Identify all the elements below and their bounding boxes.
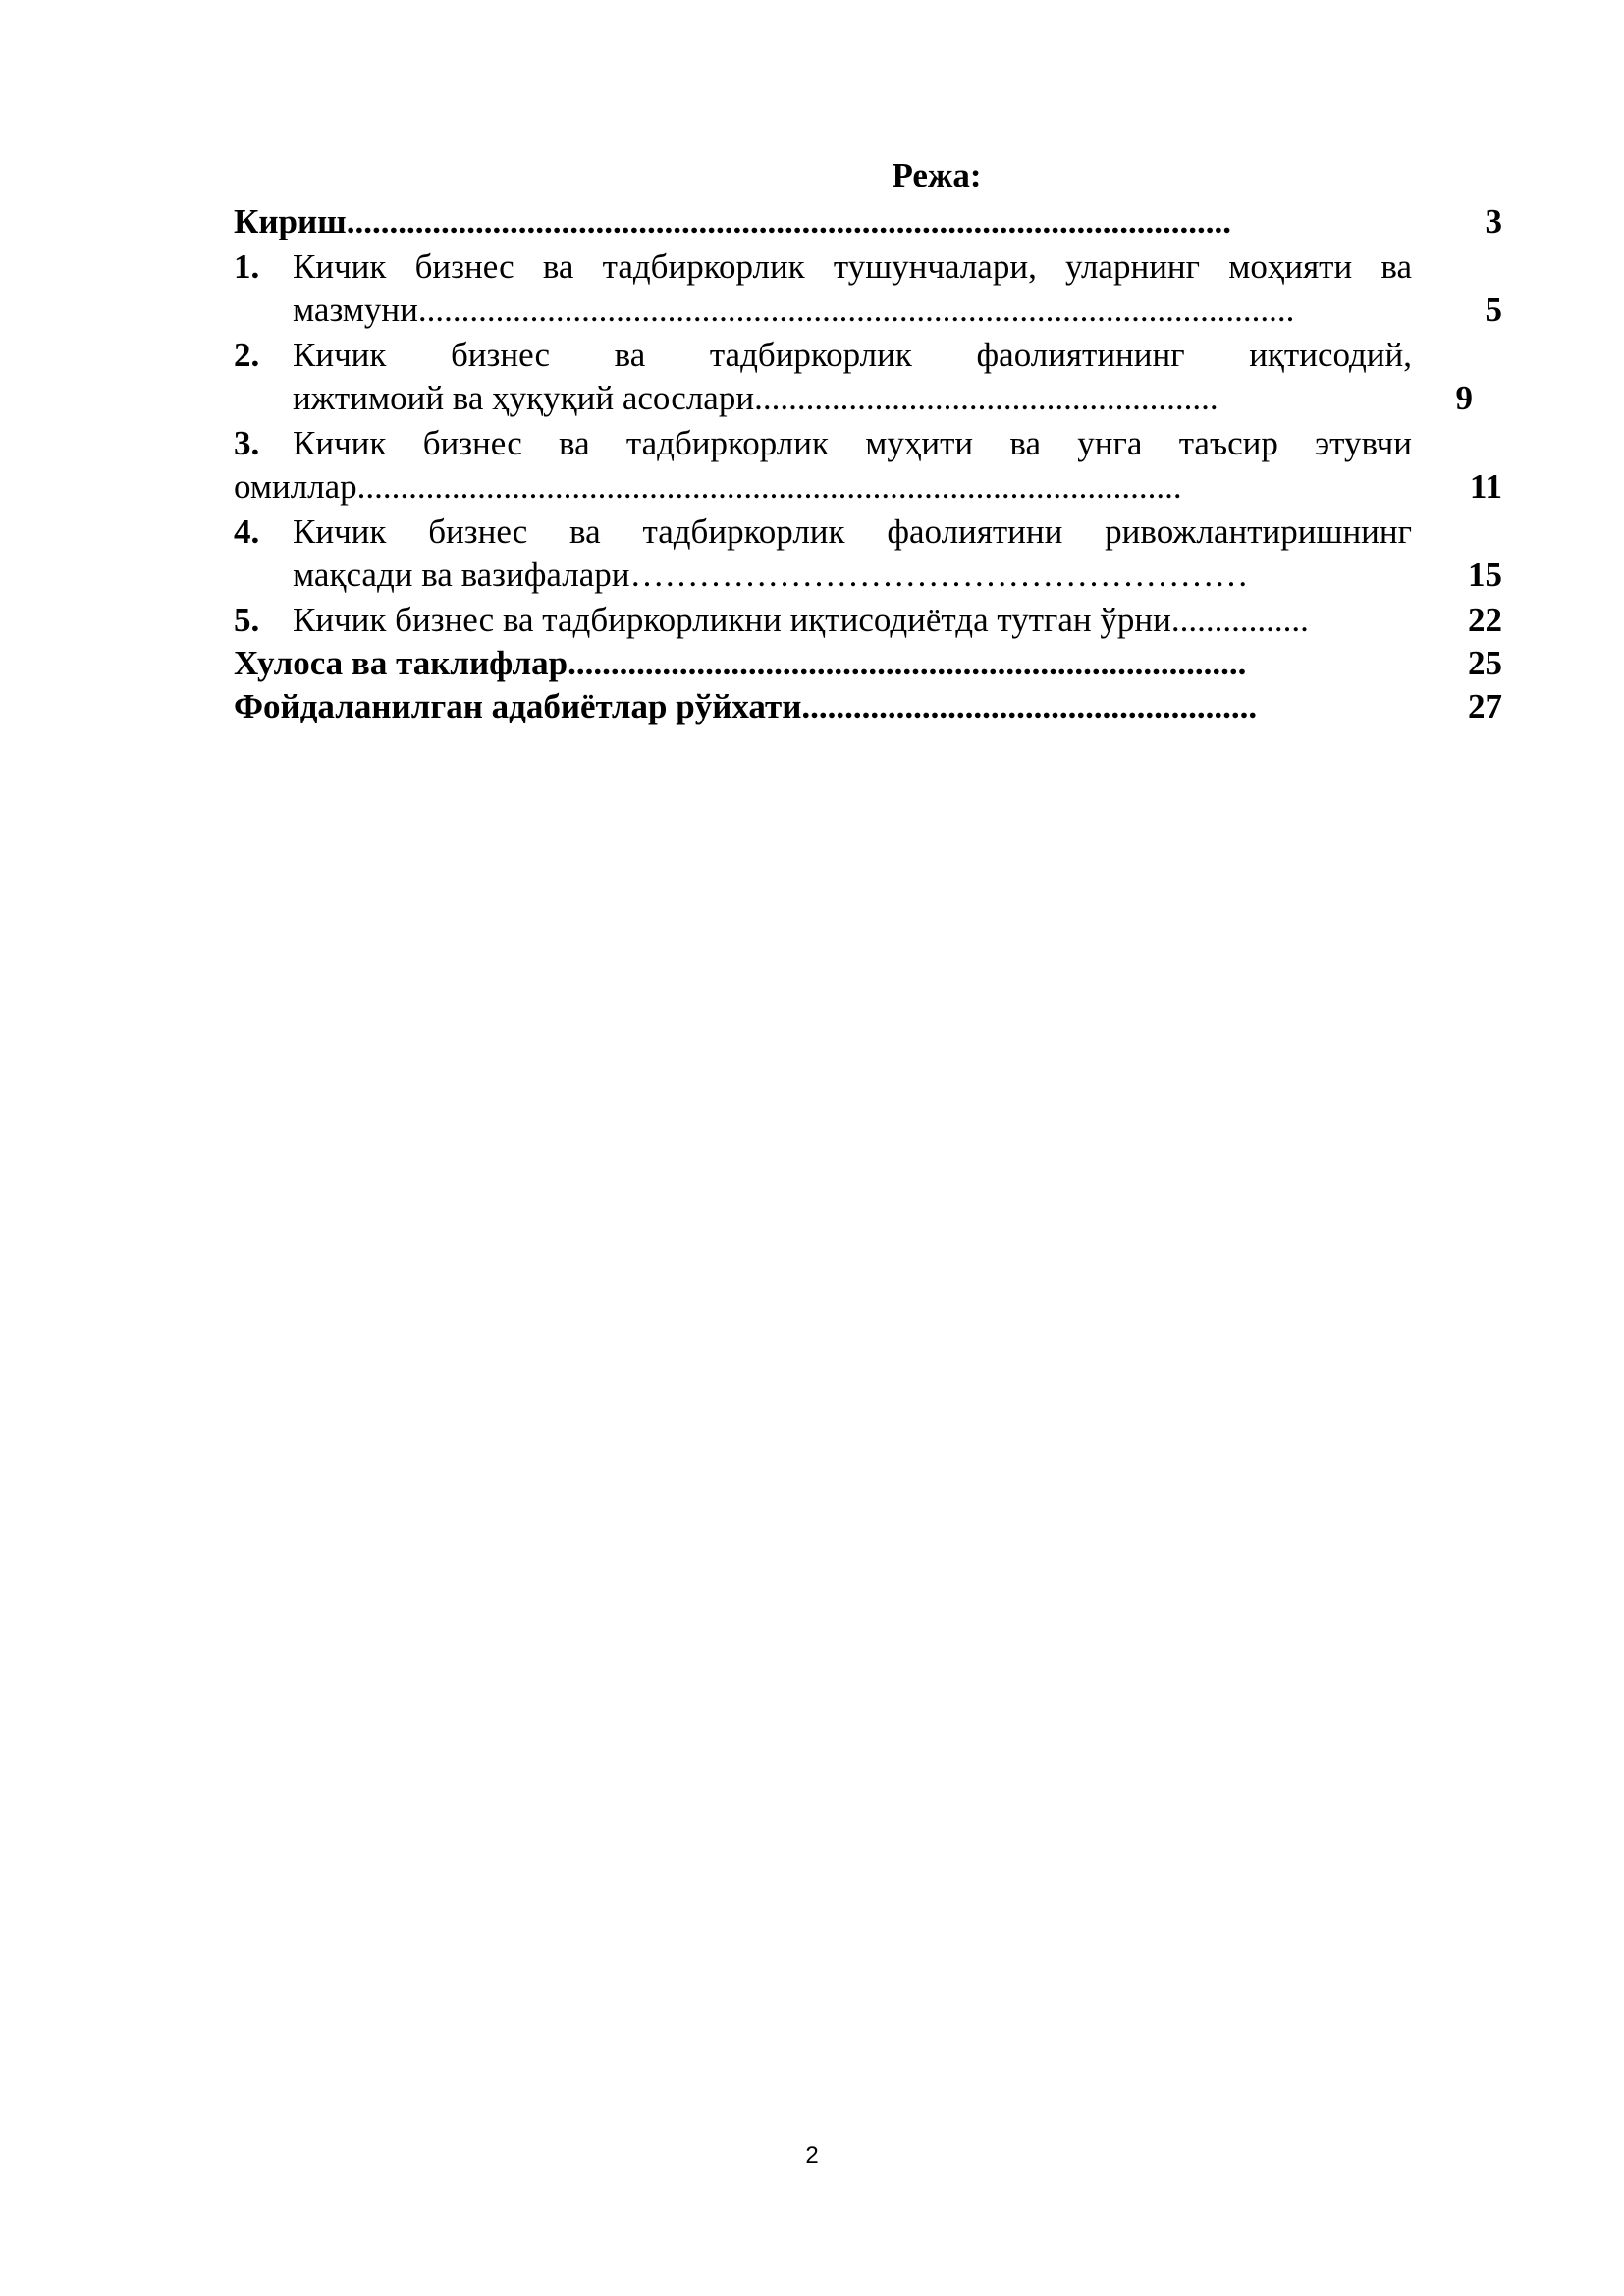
toc-entry-body: [234, 334, 1412, 420]
toc-entry-line: мазмуни......................................................................................................: [293, 291, 1295, 329]
toc-entry-text: [293, 599, 1412, 642]
toc-entry-5: [234, 599, 1502, 642]
toc-entry-line: Кичик бизнес ва тадбиркорликни иқтисодиётда тутган ўрни................: [293, 601, 1309, 639]
toc-entry-1: [234, 245, 1502, 332]
toc-entry-2: [234, 334, 1502, 420]
toc-entry-body: [234, 599, 1412, 642]
toc-entry-line: Кириш.......................................................................................................: [234, 202, 1231, 240]
toc-page-number: 22: [1468, 601, 1502, 639]
toc-entry-number: 4.: [234, 512, 260, 551]
toc-page-number: 15: [1468, 556, 1502, 594]
toc-page-number: 25: [1468, 644, 1502, 682]
toc-entry-3: [234, 422, 1502, 508]
toc-entry-line: ижтимоий ва ҳуқуқий асослари......................................................: [293, 379, 1218, 417]
toc-entry-text: [234, 685, 1412, 728]
toc-page-number: 27: [1468, 687, 1502, 725]
table-of-contents: [234, 155, 1502, 728]
toc-entry-line: Кичик бизнес ва тадбиркорлик тушунчалари, уларнинг моҳияти ва: [293, 247, 1412, 286]
toc-entry-number: 2.: [234, 336, 260, 374]
toc-entry-text: [293, 510, 1412, 597]
toc-entry-body: [234, 422, 1412, 508]
toc-entry-text: [234, 642, 1412, 685]
toc-entry-line: Кичик бизнес ва тадбиркорлик фаолиятининг иқтисодий,: [293, 336, 1412, 374]
toc-entry-line: омиллар................................................................................................: [234, 467, 1182, 506]
toc-entry-introduction: [234, 200, 1502, 243]
toc-entry-body: [234, 510, 1412, 597]
toc-entry-line: Кичик бизнес ва тадбиркорлик фаолиятини ривожлантиришнинг: [293, 512, 1412, 551]
toc-entry-line: мақсади ва вазифалари………………………………………………: [293, 556, 1249, 594]
toc-entry-line: Хулоса ва таклифлар...............................................................................: [234, 644, 1247, 682]
toc-title: Режа:: [892, 156, 982, 194]
toc-entry-body: [234, 245, 1412, 332]
toc-entry-4: [234, 510, 1502, 597]
toc-entry-bibliography: [234, 685, 1502, 728]
toc-entry-text: [234, 422, 1412, 508]
toc-entry-conclusion: [234, 642, 1502, 685]
toc-entry-number: 1.: [234, 247, 260, 286]
toc-page-number: 5: [1485, 291, 1502, 329]
toc-entry-line: Фойдаланилган адабиётлар рўйхати.....................................................: [234, 687, 1258, 725]
toc-entry-number: 5.: [234, 601, 260, 639]
toc-entry-text: [293, 245, 1412, 332]
toc-entry-number: 3.: [234, 424, 260, 462]
toc-page-number: 9: [1455, 379, 1473, 417]
toc-page-number: 3: [1485, 202, 1502, 240]
page-number-footer: 2: [805, 2142, 819, 2168]
toc-entry-text: [293, 334, 1412, 420]
toc-entry-text: [234, 200, 1412, 243]
toc-entry-line: Кичик бизнес ва тадбиркорлик муҳити ва унга таъсир этувчи: [293, 424, 1412, 462]
toc-page-number: 11: [1469, 467, 1502, 506]
